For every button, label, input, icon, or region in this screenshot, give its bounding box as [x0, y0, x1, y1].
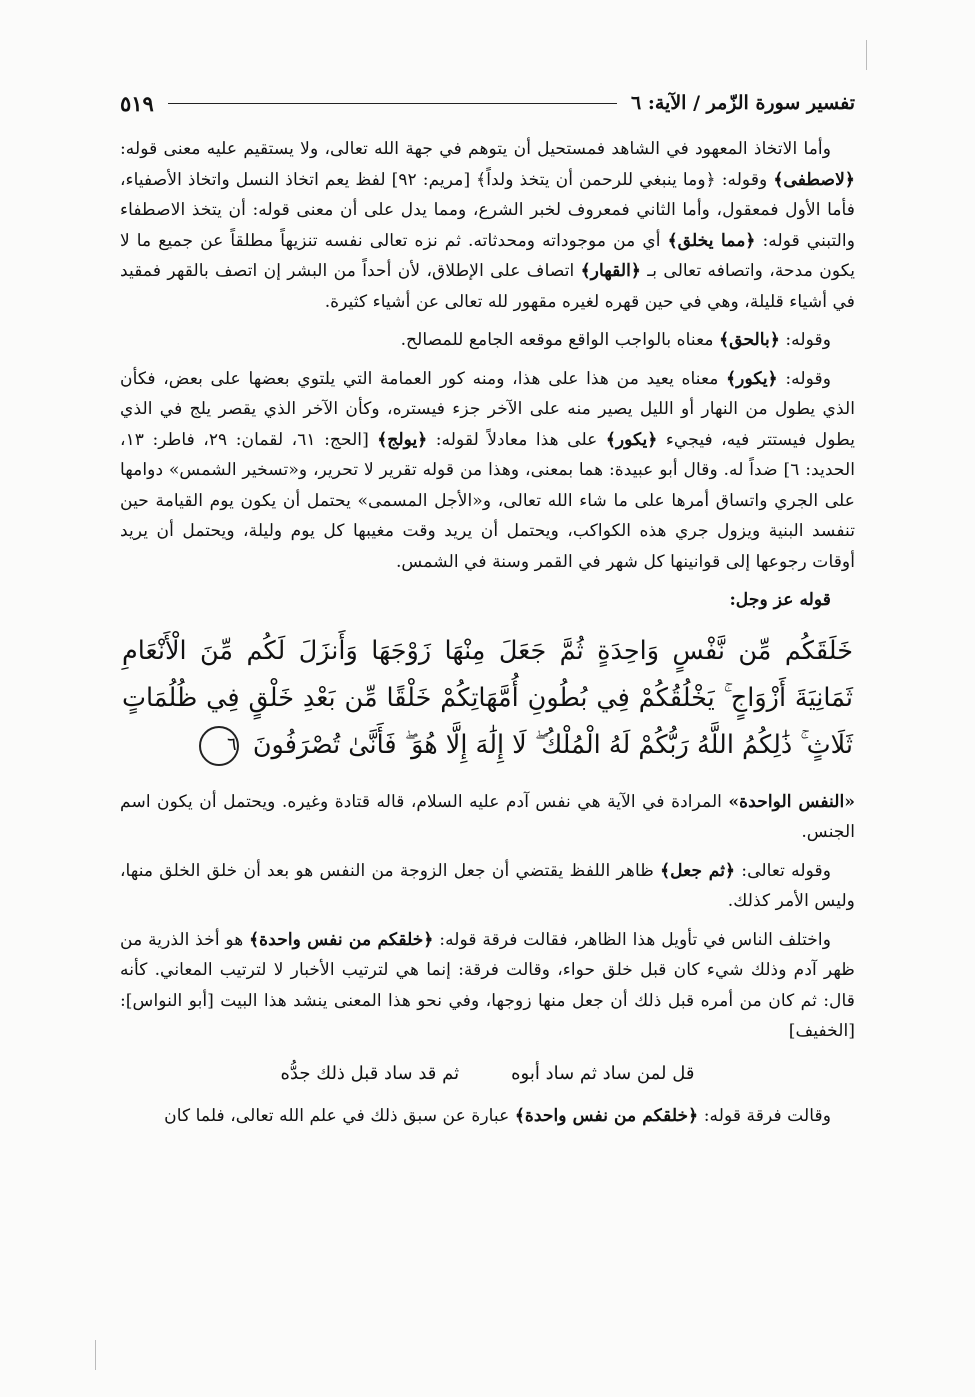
- page-body: [120, 134, 855, 1140]
- paragraph-text: معناه بالواجب الواقع موقعه الجامع للمصالح.: [400, 330, 720, 350]
- bold-quote: ﴿ثم جعل﴾: [660, 860, 736, 881]
- paragraph: [120, 325, 855, 356]
- paragraph-text: اتصاف على الإطلاق، لأن أحداً من البشر إن اتصف بالقهر فمقيد في أشياء قليلة، وهي في حين قهره لغيره مقهور لله تعالى عن أشياء كثيرة.: [120, 261, 855, 312]
- bold-quote: ﴿خلقكم من نفس واحدة﴾: [514, 1106, 699, 1126]
- paragraph-text: وقالت فرقة قوله:: [698, 1106, 831, 1126]
- page-header: [120, 88, 855, 118]
- bold-quote: قوله عز وجل:: [729, 590, 831, 610]
- paragraph-text: أي من موجوداته ومحدثاته. ثم نزه تعالى نفسه تنزيهاً مطلقاً عن جميع ما لا يكون مدحة، واتصافه تعالى بـ: [120, 230, 855, 281]
- paragraph-text: واختلف الناس في تأويل هذا الظاهر، فقالت فرقة قوله:: [433, 929, 831, 950]
- commentary-section-3: [120, 1101, 855, 1132]
- page-number: ٥١٩: [120, 90, 154, 116]
- bold-quote: ﴿القهار﴾: [580, 261, 641, 281]
- bold-quote: ﴿بالحق﴾: [719, 330, 780, 350]
- paragraph: [120, 1101, 855, 1132]
- paragraph: [120, 787, 855, 848]
- quran-verse: [120, 628, 855, 769]
- bold-quote: ﴿مما يخلق﴾: [667, 230, 756, 251]
- paragraph-text: على هذا معادلاً لقوله:: [427, 429, 606, 450]
- bold-quote: «النفس الواحدة»: [728, 791, 855, 812]
- paragraph-text: عبارة عن سبق ذلك في علم الله تعالى، فلما كان: [164, 1106, 515, 1126]
- paragraph-text: وقوله: ﴿وما ينبغي للرحمن أن يتخذ ولداً﴾ [مريم: ٩٢] لفظ يعم اتخاذ النسل واتخاذ الأصفياء، فأما الأول فمعقول، وأما الثاني فمعروف لخبر الشرع، ومما يدل على أن معنى قوله: أن يتخذ الاصطفاء والتبني قوله:: [120, 169, 855, 251]
- paragraph: [120, 856, 855, 917]
- section-heading: [120, 585, 855, 616]
- verse-text: خَلَقَكُم مِّن نَّفْسٍ وَاحِدَةٍ ثُمَّ جَعَلَ مِنْهَا زَوْجَهَا وَأَنزَلَ لَكُم مِّنَ الْأَنْعَامِ ثَمَانِيَةَ أَزْوَاجٍ ۚ يَخْلُقُكُمْ فِي بُطُونِ أُمَّهَاتِكُمْ خَلْقًا مِّن بَعْدِ خَلْقٍ فِي ظُلُمَاتٍ ثَلَاثٍ ۚ ذَٰلِكُمُ اللَّهُ رَبُّكُمْ لَهُ الْمُلْكُ ۖ لَا إِلَٰهَ إِلَّا هُوَ ۖ فَأَنَّىٰ تُصْرَفُونَ: [122, 635, 853, 760]
- paragraph: [120, 134, 855, 317]
- poem-hemistich-left: ثم قد ساد قبل ذلك جدُّه: [280, 1062, 460, 1084]
- paragraph-text: هو أخذ الذرية من ظهر آدم وذلك شيء كان قبل خلق حواء، وقالت فرقة: إنما هي لترتيب الأخبار لا لترتيب المعاني. كأنه قال: ثم كان من أمره قبل ذلك أن جعل منها زوجها، وفي نحو هذا المعنى ينشد هذا البيت [أبو النواس]: [الخفيف]: [120, 929, 855, 1041]
- paragraph-text: [الحج: ٦١، لقمان: ٢٩، فاطر: ١٣، الحديد: ٦] ضداً له. وقال أبو عبيدة: هما بمعنى، وهذا من قوله تقرير لا تحرير، و«تسخير الشمس» دوامها على الجري واتساق أمرها على ما شاء الله تعالى، و«الأجل المسمى» يحتمل أن يكون يوم القيامة حين تنفسد البنية ويزول جري هذه الكواكب، ويحتمل أن يريد وقت مغيبها كل يوم وليلة، ويحتمل أن يريد أوقات رجوعها إلى قوانينها كل شهر في القمر وسنة في الشمس.: [120, 429, 855, 572]
- bold-quote: ﴿لاصطفى﴾: [773, 169, 856, 190]
- header-rule: [168, 103, 617, 104]
- margin-mark: [866, 40, 867, 70]
- paragraph-text: المرادة في الآية هي نفس آدم عليه السلام، قاله قتادة وغيره. ويحتمل أن يكون اسم الجنس.: [120, 791, 855, 842]
- poem-verse: [120, 1059, 855, 1090]
- poem-hemistich-right: قل لمن ساد ثم ساد أبوه: [511, 1062, 695, 1084]
- commentary-section-1: [120, 134, 855, 616]
- paragraph-text: وقوله تعالى:: [735, 860, 831, 881]
- bold-quote: ﴿يكور﴾: [726, 368, 778, 389]
- paragraph-text: وأما الاتخاذ المعهود في الشاهد فمستحيل أن يتوهم في جهة الله تعالى، ولا يستقيم عليه معنى قوله:: [120, 139, 831, 159]
- commentary-section-2: [120, 787, 855, 1047]
- margin-mark: [95, 1340, 96, 1370]
- bold-quote: ﴿خلقكم من نفس واحدة﴾: [249, 929, 434, 950]
- running-title: تفسير سورة الزّمر / الآية: ٦: [631, 92, 855, 114]
- paragraph-text: معناه يعيد من هذا على هذا، ومنه كور العمامة التي يلتوي بعضها على بعض، فكأن الذي يطول من النهار أو الليل يصير منه على الآخر جزء فيستره، وكأن الآخر الذي يقصر يلج في الذي يطول فيستتر فيه، فيجيء: [120, 368, 855, 450]
- paragraph: [120, 364, 855, 578]
- verse-number-marker: ٦: [199, 726, 239, 766]
- bold-quote: ﴿يولج﴾: [377, 429, 428, 450]
- paragraph-text: ظاهر اللفظ يقتضي أن جعل الزوجة من النفس هو بعد أن خلق الخلق منها، وليس الأمر كذلك.: [120, 860, 855, 911]
- bold-quote: ﴿يكور﴾: [605, 429, 658, 450]
- paragraph: [120, 925, 855, 1047]
- paragraph-text: وقوله:: [777, 368, 831, 389]
- paragraph-text: وقوله:: [779, 330, 831, 350]
